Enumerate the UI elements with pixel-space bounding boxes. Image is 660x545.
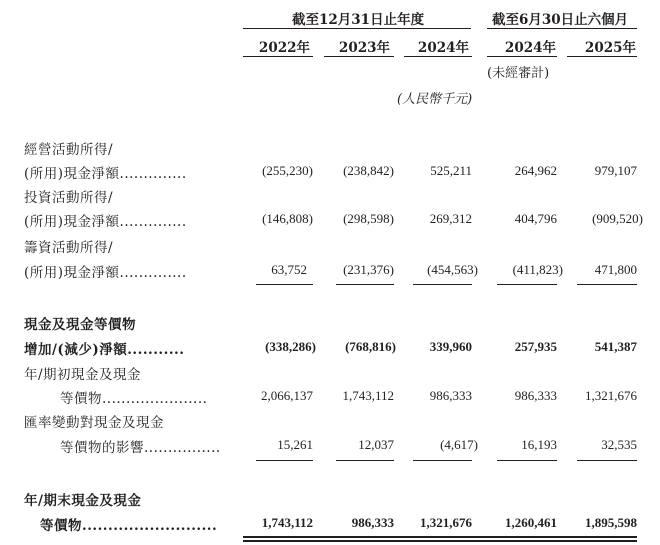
header-group-year-rule	[243, 28, 471, 29]
value-operating-2024: 525,211	[430, 163, 472, 178]
subtotal-rule-b1	[256, 460, 313, 461]
leader-dots: ......................	[102, 391, 208, 407]
year-header-2022: 2022年	[258, 40, 310, 56]
value-beginning-2023: 1,743,112	[342, 388, 394, 403]
value-fx-2022: 15,261	[277, 437, 313, 452]
value-net-change-2023: (768,816)	[345, 339, 396, 354]
value-investing-2022: (146,808)	[262, 211, 313, 226]
value-beginning-2025h1: 1,321,676	[585, 388, 637, 403]
subtotal-rule-b3	[413, 460, 472, 461]
value-fx-2024h1: 16,193	[521, 437, 557, 452]
value-investing-2024: 269,312	[429, 211, 472, 226]
year-header-2024-h1: 2024年	[504, 40, 556, 56]
unaudited-note: (未經審計)	[487, 66, 550, 81]
row-label-investing-1: 投資活動所得/	[24, 190, 114, 206]
leader-dots: ..............	[119, 214, 187, 230]
row-label-ending-2: 等價物..........................	[40, 518, 218, 534]
subtotal-rule-1	[256, 284, 313, 285]
subtotal-rule-2	[336, 284, 394, 285]
value-operating-2023: (238,842)	[343, 163, 394, 178]
row-label-ending-1: 年/期末現金及現金	[24, 493, 142, 509]
subtotal-rule-5	[577, 284, 637, 285]
year-rule-1	[243, 56, 313, 57]
year-header-2023: 2023年	[338, 40, 390, 56]
value-fx-2025h1: 32,535	[601, 437, 637, 452]
value-beginning-2024: 986,333	[429, 388, 472, 403]
header-group-six-months-rule	[487, 28, 637, 29]
row-label-operating-2: (所用)現金淨額..............	[24, 166, 187, 182]
value-beginning-2022: 2,066,137	[261, 388, 313, 403]
value-fx-2023: 12,037	[358, 437, 394, 452]
value-beginning-2024h1: 986,333	[514, 388, 557, 403]
subtotal-rule-b2	[336, 460, 394, 461]
total-double-rule-bottom	[243, 540, 637, 542]
row-label-financing-1: 籌資活動所得/	[24, 240, 114, 256]
value-financing-2022: 63,752	[271, 262, 307, 277]
row-label-financing-2: (所用)現金淨額..............	[24, 265, 187, 281]
value-investing-2024h1: 404,796	[514, 211, 557, 226]
value-financing-2023: (231,376)	[343, 262, 394, 277]
value-ending-2022: 1,743,112	[261, 515, 313, 530]
header-group-six-months: 截至6月30日止六個月	[492, 12, 629, 28]
value-net-change-2024: 339,960	[429, 339, 472, 354]
year-header-2024: 2024年	[417, 40, 469, 56]
leader-dots: ..............	[119, 265, 187, 281]
year-rule-3	[404, 56, 472, 57]
year-rule-5	[567, 56, 637, 57]
value-operating-2022: (255,230)	[262, 163, 313, 178]
subtotal-rule-3	[413, 284, 472, 285]
value-fx-2024: (4,617)	[440, 437, 478, 452]
year-rule-4	[487, 56, 557, 57]
value-investing-2025h1: (909,520)	[592, 211, 643, 226]
value-investing-2023: (298,598)	[343, 211, 394, 226]
subtotal-rule-b4	[497, 460, 557, 461]
row-label-beginning-2: 等價物......................	[60, 391, 208, 407]
value-net-change-2024h1: 257,935	[514, 339, 557, 354]
value-financing-2024: (454,563)	[427, 262, 478, 277]
value-ending-2025h1: 1,895,598	[585, 515, 637, 530]
row-label-fx-1: 匯率變動對現金及現金	[24, 415, 164, 431]
currency-note: (人民幣千元)	[397, 92, 473, 107]
header-group-year: 截至12月31日止年度	[292, 12, 425, 28]
value-net-change-2025h1: 541,387	[594, 339, 637, 354]
subtotal-rule-4	[497, 284, 557, 285]
subtotal-rule-b5	[577, 460, 637, 461]
row-label-net-change-1: 現金及現金等價物	[24, 317, 136, 333]
year-header-2025-h1: 2025年	[584, 40, 636, 56]
row-label-operating-1: 經營活動所得/	[24, 142, 114, 158]
value-operating-2024h1: 264,962	[514, 163, 557, 178]
value-net-change-2022: (338,286)	[265, 339, 316, 354]
year-rule-2	[324, 56, 394, 57]
leader-dots: ...........	[127, 342, 185, 358]
row-label-fx-2: 等價物的影響................	[60, 440, 221, 456]
row-label-investing-2: (所用)現金淨額..............	[24, 214, 187, 230]
value-ending-2023: 986,333	[351, 515, 394, 530]
total-double-rule-top	[243, 536, 637, 538]
value-operating-2025h1: 979,107	[594, 163, 637, 178]
row-label-beginning-1: 年/期初現金及現金	[24, 367, 142, 383]
value-financing-2025h1: 471,800	[594, 262, 637, 277]
value-financing-2024h1: (411,823)	[512, 262, 563, 277]
leader-dots: ..............	[119, 166, 187, 182]
leader-dots: ................	[144, 440, 221, 456]
value-ending-2024h1: 1,260,461	[505, 515, 557, 530]
row-label-net-change-2: 增加/(減少)淨額...........	[24, 342, 185, 358]
leader-dots: ..........................	[82, 518, 218, 534]
value-ending-2024: 1,321,676	[420, 515, 472, 530]
